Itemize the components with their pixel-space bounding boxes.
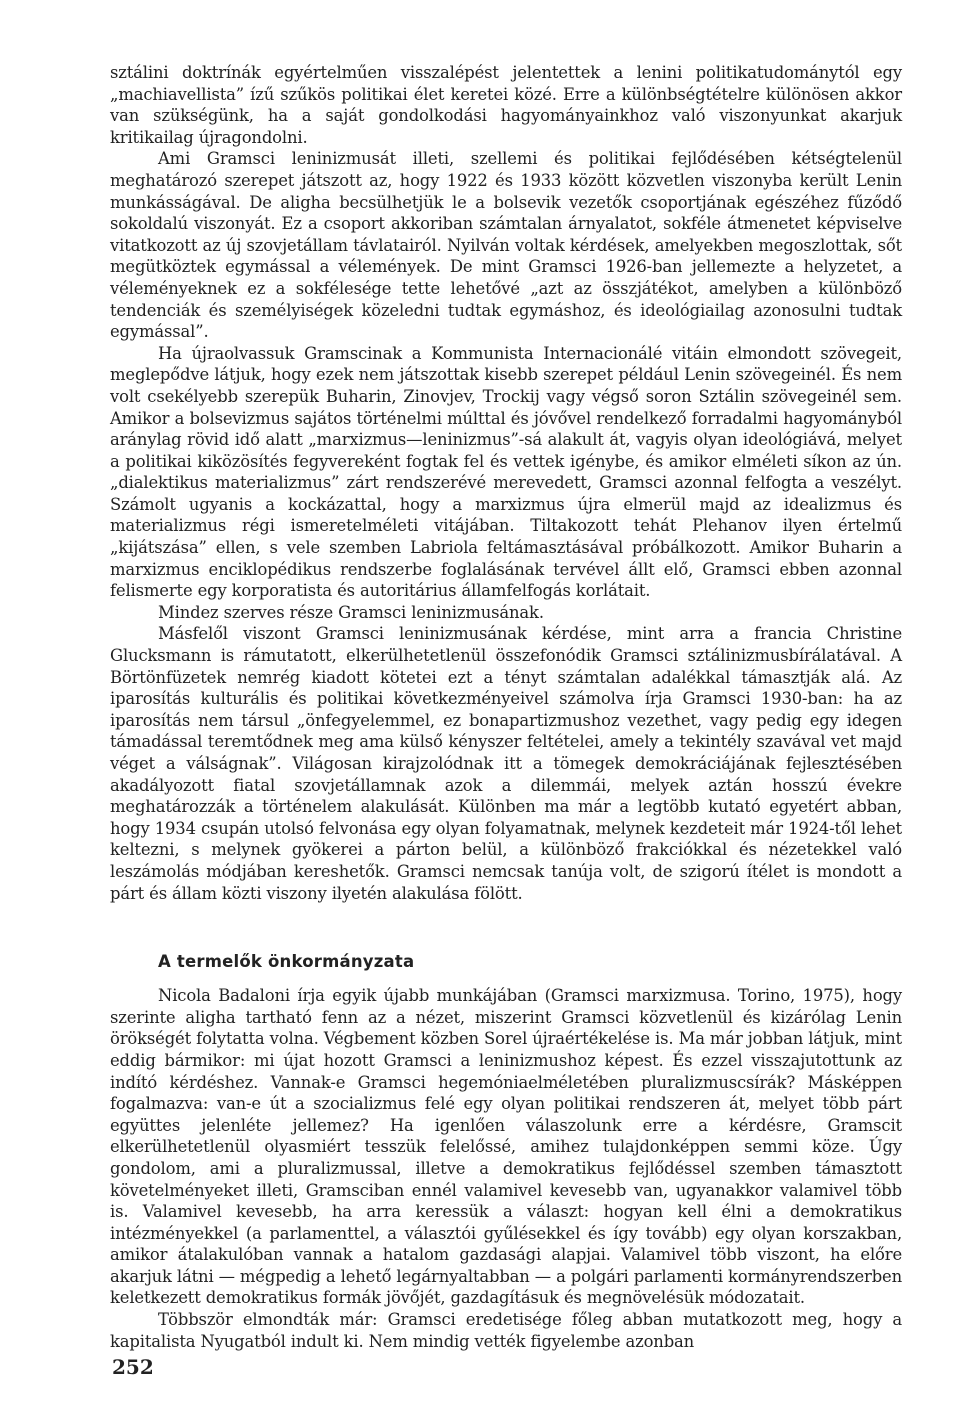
paragraph-3: Ha újraolvassuk Gramscinak a Kommunista Internacionálé vitáin elmondott szövegeit, meglepődve látjuk, hogy ezek nem játszottak kisebb szerepet például Lenin szövegeinél. És nem volt csekélyebb szerepük Buharin, Zinovjev, Trockij vagy végső soron Sztálin szövegeinél sem. Amikor a bolsevizmus sajátos történelmi múlttal és jóvővel rendelkező forradalmi hagyományból aránylag rövid idő alatt „marxizmus—leninizmus”-sá alakult át, vagyis olyan ideológiává, melyet a politikai kiközösítés fegyvereként fogtak fel és vettek igénybe, és amikor elméleti síkon az ún. „dialektikus materializmus” zárt rendszerévé merevedett, Gramsci azonnal felfogta a veszélyt. Számolt ugyanis a kockázattal, hogy a marxizmus újra elmerül majd az idealizmus és materializmus régi ismeretelméleti vitájában. Tiltakozott tehát Plehanov ilyen értelmű „kijátszása” ellen, s vele szemben Labriola feltámasztásával próbálkozott. Amikor Buharin a marxizmus enciklopédikus rendszerbe foglalásának tervével állt elő, Gramsci ebben azonnal felismerte egy korporatista és autoritárius államfelfogás korlátait.	[110, 343, 902, 601]
section-heading: A termelők önkormányzata	[158, 952, 415, 972]
paragraph-6: Nicola Badaloni írja egyik újabb munkájában (Gramsci marxizmusa. Torino, 1975), hogy szerinte aligha tartható fenn az a nézet, miszerint Gramsci közvetlenül és kizárólag Lenin örökségét folytatta volna. Végbement közben Sorel újraértékelése is. Ma már jobban látjuk, mint eddig bármikor: mi újat hozott Gramsci a leninizmushoz képest. És ezzel visszajutottunk az indító kérdéshez. Vannak-e Gramsci hegemóniaelméletében pluralizmuscsírák? Másképpen fogalmazva: van-e út a szocializmus felé egy olyan politikai rendszeren át, melyet több párt együttes jelenléte jellemez? Ha igenlően válaszolunk erre a kérdésre, Gramscit elkerülhetetlenül olyasmiért tesszük felelőssé, amihez tulajdonképpen semmi köze. Úgy gondolom, ami a pluralizmussal, illetve a demokratikus fejlődéssel szemben támasztott követelményeket illeti, Gramsciban ennél valamivel kevesebb van, ugyanakkor valamivel több is. Valamivel kevesebb, ha arra keressük a választ: hogyan kell élni a demokratikus intézményekkel (a parlamenttel, a választói gyűlésekkel és így tovább) egy olyan korszakban, amikor átalakulóban vannak a hatalom gazdasági alapjai. Valamivel több viszont, ha előre akarjuk látni — mégpedig a lehető legárnyaltabban — a polgári parlamenti kormányrendszerben keletkezett demokratikus formák jövőjét, gazdagításuk és megnövelésük módozatait.	[110, 986, 902, 1308]
paragraph-4: Mindez szerves része Gramsci leninizmusának.	[158, 602, 544, 622]
paragraph-1: sztálini doktrínák egyértelműen visszalépést jelentettek a lenini politikatudománytól egy „machiavellista” ízű szűkös politikai élet keretei közé. Erre a különbségtételre különösen akkor van szükségünk, ha a saját gondolkodási hagyományainkhoz való viszonyunkat akarjuk kritikailag újragondolni.	[110, 63, 902, 147]
page-number: 252	[112, 1355, 154, 1379]
paragraph-2: Ami Gramsci leninizmusát illeti, szellemi és politikai fejlődésében kétségtelenül meghatározó szerepet játszott az, hogy 1922 és 1933 között közvetlen viszonyba került Lenin munkásságával. De aligha becsülhetjük le a bolsevik vezetők csoportjának egészéhez fűződő sokoldalú viszonyát. Ez a csoport akkoriban számtalan árnyalatot, sokféle átmenetet képviselve vitatkozott az új szovjetállam távlatairól. Nyilván voltak kérdések, amelyekben megoszlottak, sőt megütköztek egymással a vélemények. De mint Gramsci 1926-ban jellemezte a helyzetet, a véleményeknek ez a sokfélesége tette lehetővé „azt az összjátékot, amelyben a különböző tendenciák és személyiségek közeledni tudtak egymáshoz, és ideológiailag azonosulni tudtak egymással”.	[110, 149, 902, 342]
paragraph-5: Másfelől viszont Gramsci leninizmusának kérdése, mint arra a francia Christine Glucksmann is rámutatott, elkerülhetetlenül összefonódik Gramsci sztálinizmusbírálatával. A Börtönfüzetek nemrég kiadott kötetei ezt a tényt számtalan adalékkal támasztják alá. Az iparosítás kulturális és politikai következményeivel számolva írja Gramsci 1930-ban: ha az iparosítás nem társul „önfegyelemmel, ez bonapartizmushoz vezethet, vagy pedig egy idegen támadással teremtődnek meg ama külső kényszer feltételei, amely a tekintély szavával vet majd véget a válságnak”. Világosan kirajzolódnak itt a tömegek demokráciájának fejlesztésében akadályozott fiatal szovjetállamnak azok a dilemmái, melyek aztán hosszú évekre meghatározzák a történelem alakulását. Különben ma már a legtöbb kutató egyetért abban, hogy 1934 csupán utolsó felvonása egy olyan folyamatnak, melynek kezdeteit már 1924-től lehet keltezni, s melynek gyökerei a párton belül, a különböző frakciókkal és nézetekkel való leszámolás módjában kereshetők. Gramsci nemcsak tanúja volt, de szigorú ítélet is mondott a párt és állam közti viszony ilyetén alakulása fölött.	[110, 624, 902, 903]
text-column	[110, 62, 902, 1352]
paragraph-7: Többször elmondták már: Gramsci eredetisége főleg abban mutatkozott meg, hogy a kapitalista Nyugatból indult ki. Nem mindig vették figyelembe azonban	[110, 1310, 902, 1351]
